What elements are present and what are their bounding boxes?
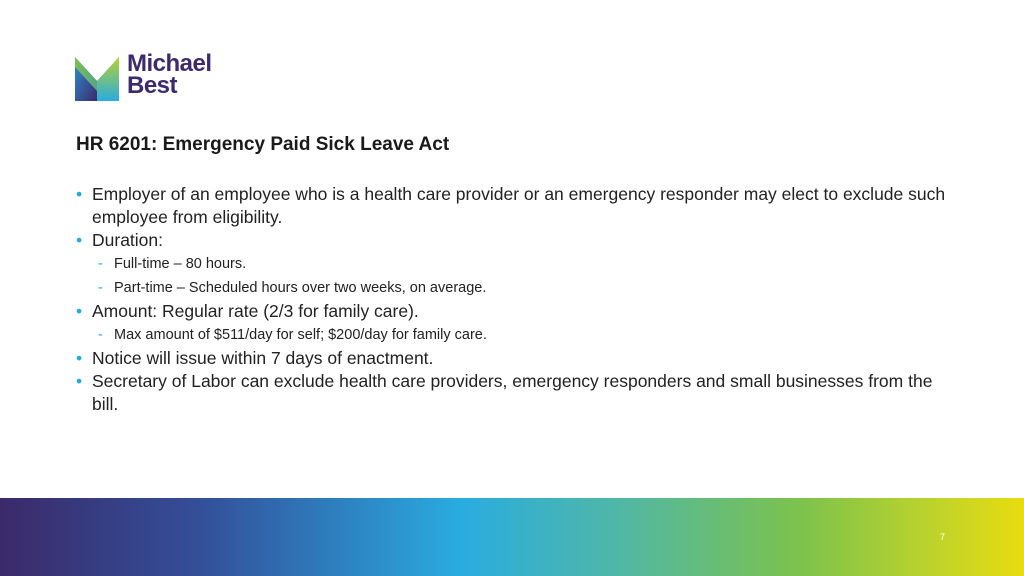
sub-bullet-item: - Max amount of $511/day for self; $200/day for family care. xyxy=(76,323,956,347)
logo-wordmark xyxy=(127,50,212,99)
logo-line-2: Best xyxy=(127,72,178,99)
sub-bullet-item: - Part-time – Scheduled hours over two weeks, on average. xyxy=(76,276,956,300)
logo-mark-icon xyxy=(75,57,119,101)
bullet-item: • Employer of an employee who is a health care provider or an emergency responder may elect to exclude such employee from eligibility. xyxy=(76,183,956,229)
footer-gradient-bar xyxy=(0,498,1024,576)
bullet-item: • Duration: xyxy=(76,229,956,252)
logo-line-1: Michael xyxy=(127,50,212,77)
slide-title: HR 6201: Emergency Paid Sick Leave Act xyxy=(76,134,450,155)
slide-content xyxy=(76,183,956,416)
michael-best-logo xyxy=(75,50,235,104)
bullet-item: • Notice will issue within 7 days of enactment. xyxy=(76,347,956,370)
bullet-item: • Amount: Regular rate (2/3 for family care). xyxy=(76,300,956,323)
bullet-item: • Secretary of Labor can exclude health care providers, emergency responders and small businesses from the bill. xyxy=(76,370,956,416)
page-number: 7 xyxy=(940,532,946,542)
sub-bullet-item: - Full-time – 80 hours. xyxy=(76,252,956,276)
